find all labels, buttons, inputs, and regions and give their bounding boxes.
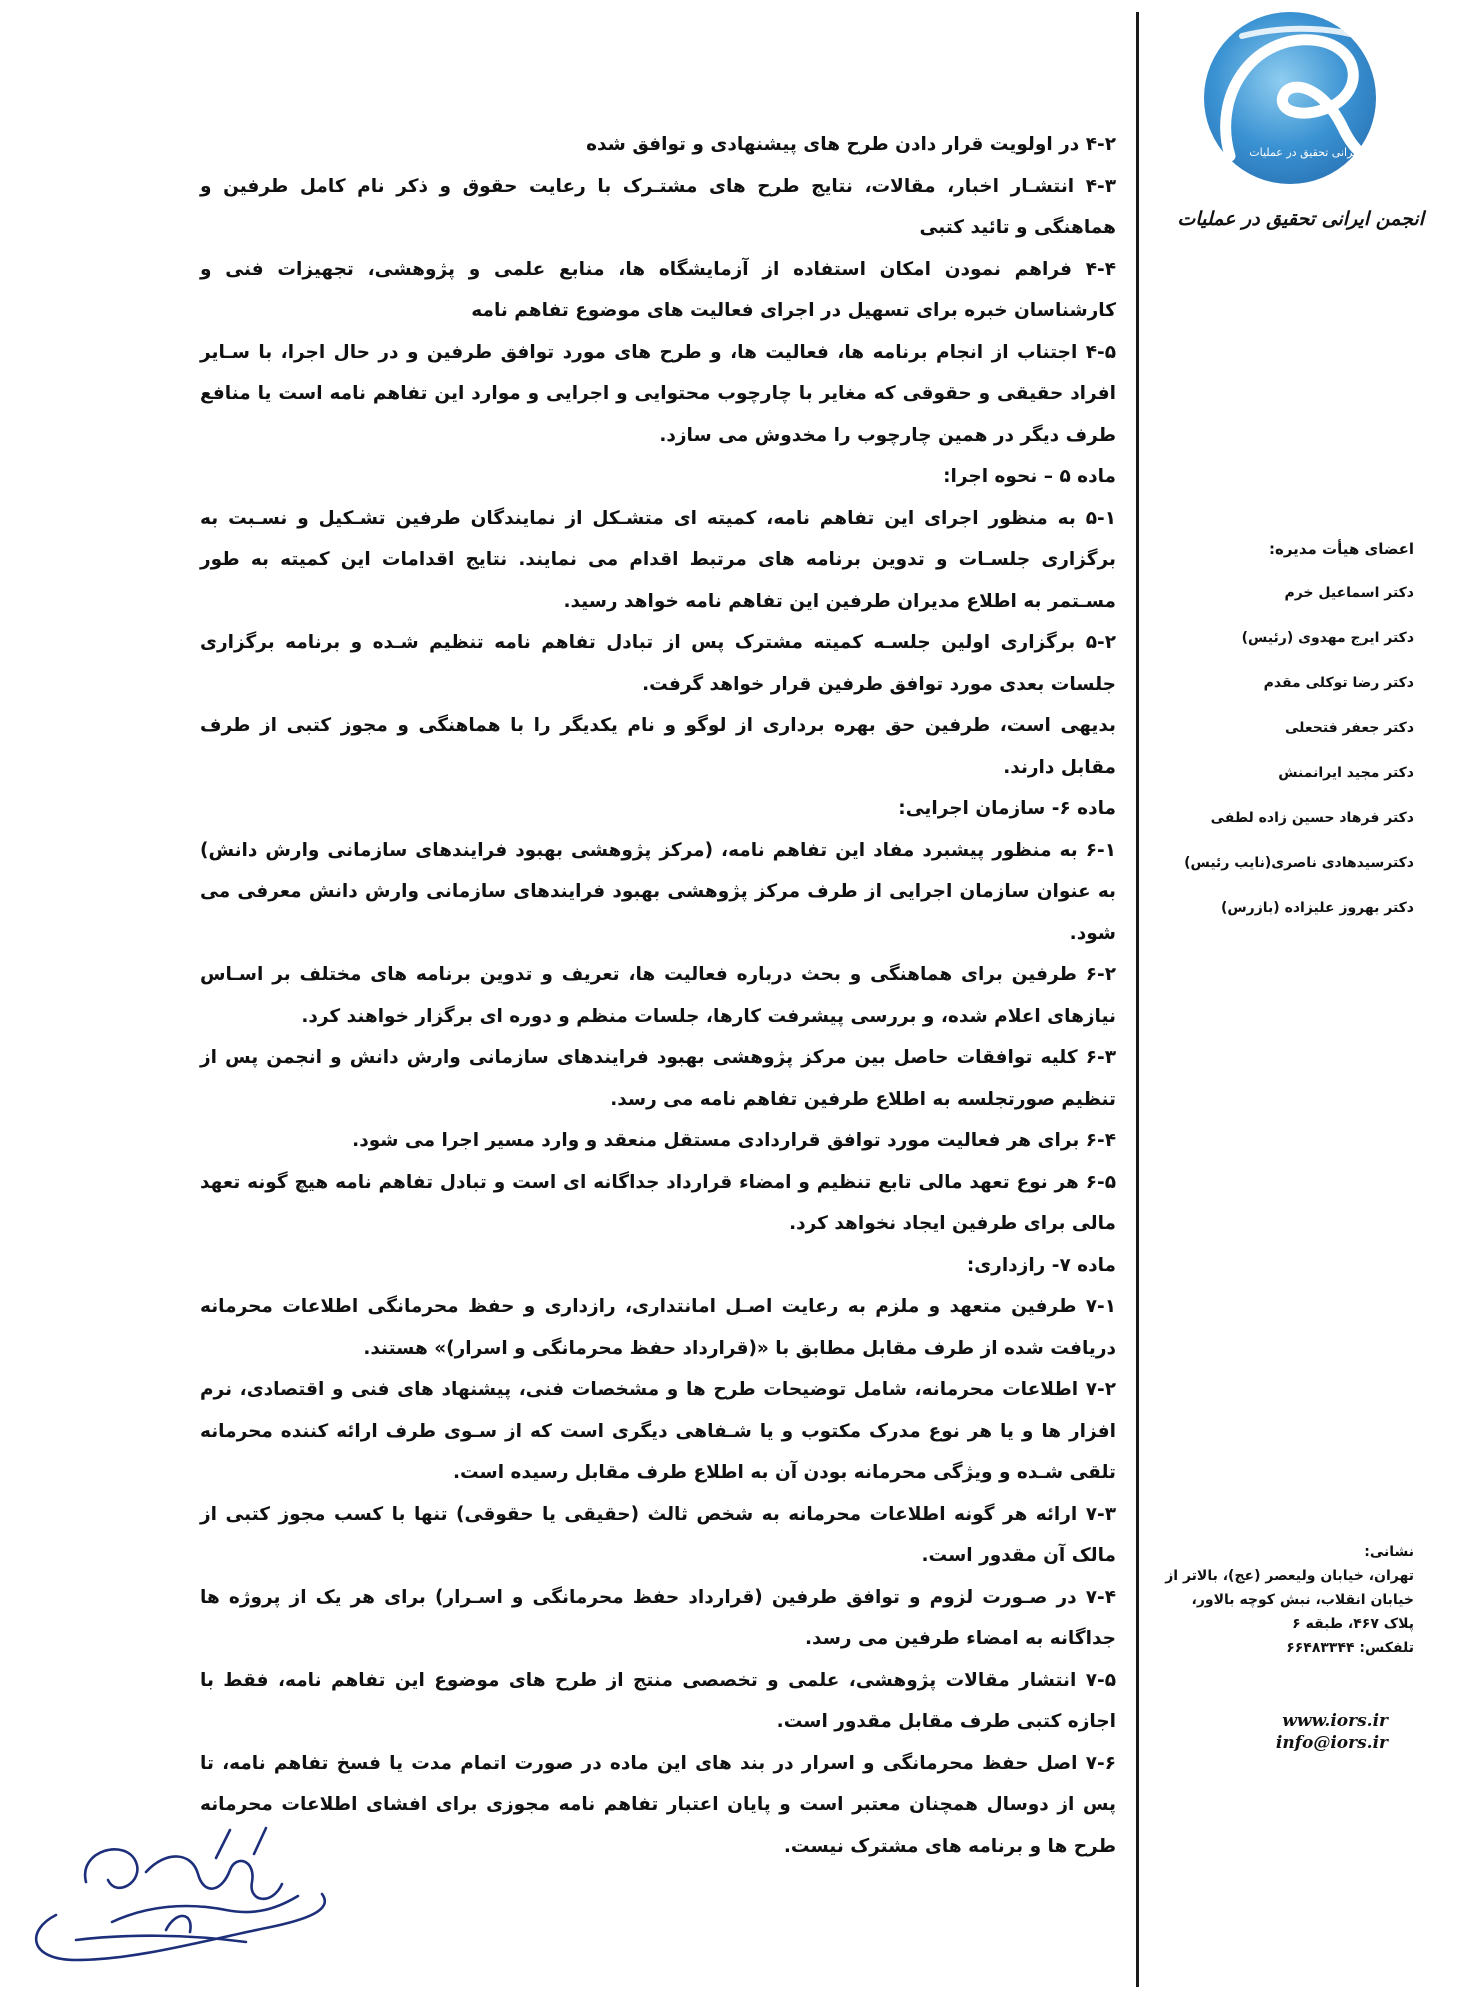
address-line: خیابان انقلاب، نبش کوچه بالاور،: [1191, 1592, 1414, 1608]
board-member: دکترسیدهادی ناصری(نایب رئیس): [1184, 855, 1414, 871]
contact-web: [1276, 1710, 1388, 1754]
clause-6-2: ۶-۲ طرفین برای هماهنگی و بحث درباره فعالیت ها، تعریف و تدوین برنامه های مختلف بر اسـاس نیازهای اعلام شده، و بررسی پیشرفت کارها، جلسات منظم و دوره ای برگزار خواهند کرد.: [200, 964, 1116, 1027]
clause-6-5: ۶-۵ هر نوع تعهد مالی تابع تنظیم و امضاء قرارداد جداگانه ای است و تبادل تفاهم نامه هیچ گونه تعهد مالی برای طرفین ایجاد نخواهد کرد.: [200, 1171, 1116, 1234]
website-link[interactable]: www.iors.ir: [1282, 1711, 1388, 1731]
article-7-heading: ماده ۷- رازداری:: [966, 1254, 1116, 1276]
handwritten-signature: [16, 1810, 346, 1980]
clause-7-1: ۷-۱ طرفین متعهد و ملزم به رعایت اصـل امانتداری، رازداری و حفظ محرمانگی اطلاعات محرمانه دریافت شده از طرف مقابل مطابق با «(قرارداد حفظ محرمانگی و اسرار)» هستند.: [200, 1296, 1116, 1359]
clause-5-2: ۵-۲ برگزاری اولین جلسـه کمیته مشترک پس از تبادل تفاهم نامه تنظیم شـده و برنامه برگزاری جلسات بعدی مورد توافق طرفین قرار خواهد گرفت.: [200, 632, 1116, 695]
address-line: پلاک ۴۶۷، طبقه ۶: [1292, 1616, 1414, 1632]
address-label: نشانی:: [1364, 1544, 1414, 1560]
clause-7-6: ۷-۶ اصل حفظ محرمانگی و اسرار در بند های این ماده در صورت اتمام مدت یا فسخ تفاهم نامه، تا پس از دوسال همچنان معتبر است و پایان اعتبار تفاهم نامه مجوزی برای افشای اطلاعات محرمانه طرح ها و برنامه های مشترک نیست.: [200, 1752, 1116, 1857]
association-logo: [1172, 6, 1412, 206]
clause-7-2: ۷-۲ اطلاعات محرمانه، شامل توضیحات طرح ها و مشخصات فنی، پیشنهاد های فنی و اقتصادی، نرم افزار ها و یا هر نوع مدرک مکتوب و یا شـفاهی دیگری است که از سـوی طرف ارائه کننده محرمانه تلقی شـده و ویژگی محرمانه بودن آن به اطلاع طرف مقابل رسیده است.: [200, 1379, 1116, 1483]
organization-name: انجمن ایرانی تحقیق در عملیات: [1177, 208, 1424, 230]
clause-7-4: ۷-۴ در صـورت لزوم و توافق طرفین (قرارداد حفظ محرمانگی و اسـرار) برای هر یک از پروژه ها جداگانه به امضاء طرفین می رسد.: [200, 1586, 1116, 1649]
board-member: دکتر رضا توکلی مقدم: [1263, 675, 1414, 691]
column-divider: [1136, 12, 1139, 1987]
clause-4-4: ۴-۴ فراهم نمودن امکان استفاده از آزمایشگاه ها، منابع علمی و پژوهشی، تجهیزات فنی و کارشناسان خبره برای تسهیل در اجرای فعالیت های موضوع تفاهم نامه: [200, 258, 1116, 321]
clause-7-3: ۷-۳ ارائه هر گونه اطلاعات محرمانه به شخص ثالث (حقیقی یا حقوقی) تنها با کسب مجوز کتبی از مالک آن مقدور است.: [200, 1503, 1116, 1566]
email-link[interactable]: info@iors.ir: [1275, 1733, 1388, 1753]
clause-7-5: ۷-۵ انتشار مقالات پژوهشی، علمی و تخصصی منتج از طرح های موضوع این تفاهم نامه، فقط با اجازه کتبی طرف مقابل مقدور است.: [200, 1669, 1116, 1732]
clause-4-3: ۴-۳ انتشـار اخبار، مقالات، نتایج طرح های مشتـرک با رعایت حقوق و ذکر نام کامل طرفین و هماهنگی و تائید کتبی: [200, 175, 1116, 238]
clause-6-4: ۶-۴ برای هر فعالیت مورد توافق قراردادی مستقل منعقد و وارد مسیر اجرا می شود.: [352, 1130, 1116, 1151]
board-member: دکتر بهروز علیزاده (بازرس): [1220, 900, 1414, 916]
board-member: دکتر اسماعیل خرم: [1284, 585, 1414, 601]
phone-line: تلفکس: ۶۶۴۸۳۳۴۴: [1286, 1640, 1414, 1656]
letterhead-sidebar: [1148, 0, 1448, 2000]
clause-6-1: ۶-۱ به منظور پیشبرد مفاد این تفاهم نامه، (مرکز پژوهشی بهبود فرایندهای سازمانی وارش دانش) به عنوان سازمان اجرایی از طرف مرکز پژوهشی بهبود فرایندهای سازمانی وارش دانش معرفی می شود.: [200, 839, 1116, 944]
address-line: تهران، خیابان ولیعصر (عج)، بالاتر از: [1165, 1568, 1414, 1584]
board-member: دکتر ایرج مهدوی (رئیس): [1241, 630, 1414, 646]
clause-4-5: ۴-۵ اجتناب از انجام برنامه ها، فعالیت ها، و طرح های مورد توافق طرفین و در حال اجرا، با سـایر افراد حقیقی و حقوقی که مغایر با چارچوب محتوایی و اجرایی و موارد این تفاهم نامه است یا منافع طرف دیگر در همین چارچوب را مخدوش می سازد.: [200, 341, 1116, 446]
main-text: [200, 124, 1116, 1867]
clause-4-2: ۴-۲ در اولویت قرار دادن طرح های پیشنهادی و توافق شده: [586, 134, 1116, 155]
board-member: دکتر جعفر فتحعلی: [1284, 720, 1414, 736]
address-block: [1144, 1540, 1414, 1660]
clause-5-1: ۵-۱ به منظور اجرای این تفاهم نامه، کمیته ای متشـکل از نمایندگان طرفین تشـکیل و نسـبت به برگزاری جلسـات و تدوین برنامه های مرتبط اقدام می نمایند. نتایج اقدامات این کمیته به طور مسـتمر به اطلاع مدیران طرفین این تفاهم نامه خواهد رسید.: [200, 507, 1116, 612]
article-5-heading: ماده ۵ – نحوه اجرا:: [943, 466, 1116, 487]
article-6-heading: ماده ۶- سازمان اجرایی:: [898, 798, 1116, 819]
logo-usage-note: بدیهی است، طرفین حق بهره برداری از لوگو و نام یکدیگر را با هماهنگی و مجوز کتبی از طرف مقابل دارند.: [200, 715, 1116, 778]
board-members-list: [1184, 585, 1414, 945]
clause-6-3: ۶-۳ کلیه توافقات حاصل بین مرکز پژوهشی بهبود فرایندهای سازمانی وارش دانش و انجمن پس از تنظیم صورتجلسه به اطلاع طرفین تفاهم نامه می رسد.: [200, 1047, 1116, 1110]
board-title: اعضای هیأت مدیره:: [1269, 540, 1414, 558]
board-member: دکتر فرهاد حسین زاده لطفی: [1210, 810, 1414, 826]
logo-caption: انجمن ایرانی تحقیق در عملیات: [1249, 146, 1391, 159]
board-member: دکتر مجید ایرانمنش: [1278, 765, 1414, 781]
